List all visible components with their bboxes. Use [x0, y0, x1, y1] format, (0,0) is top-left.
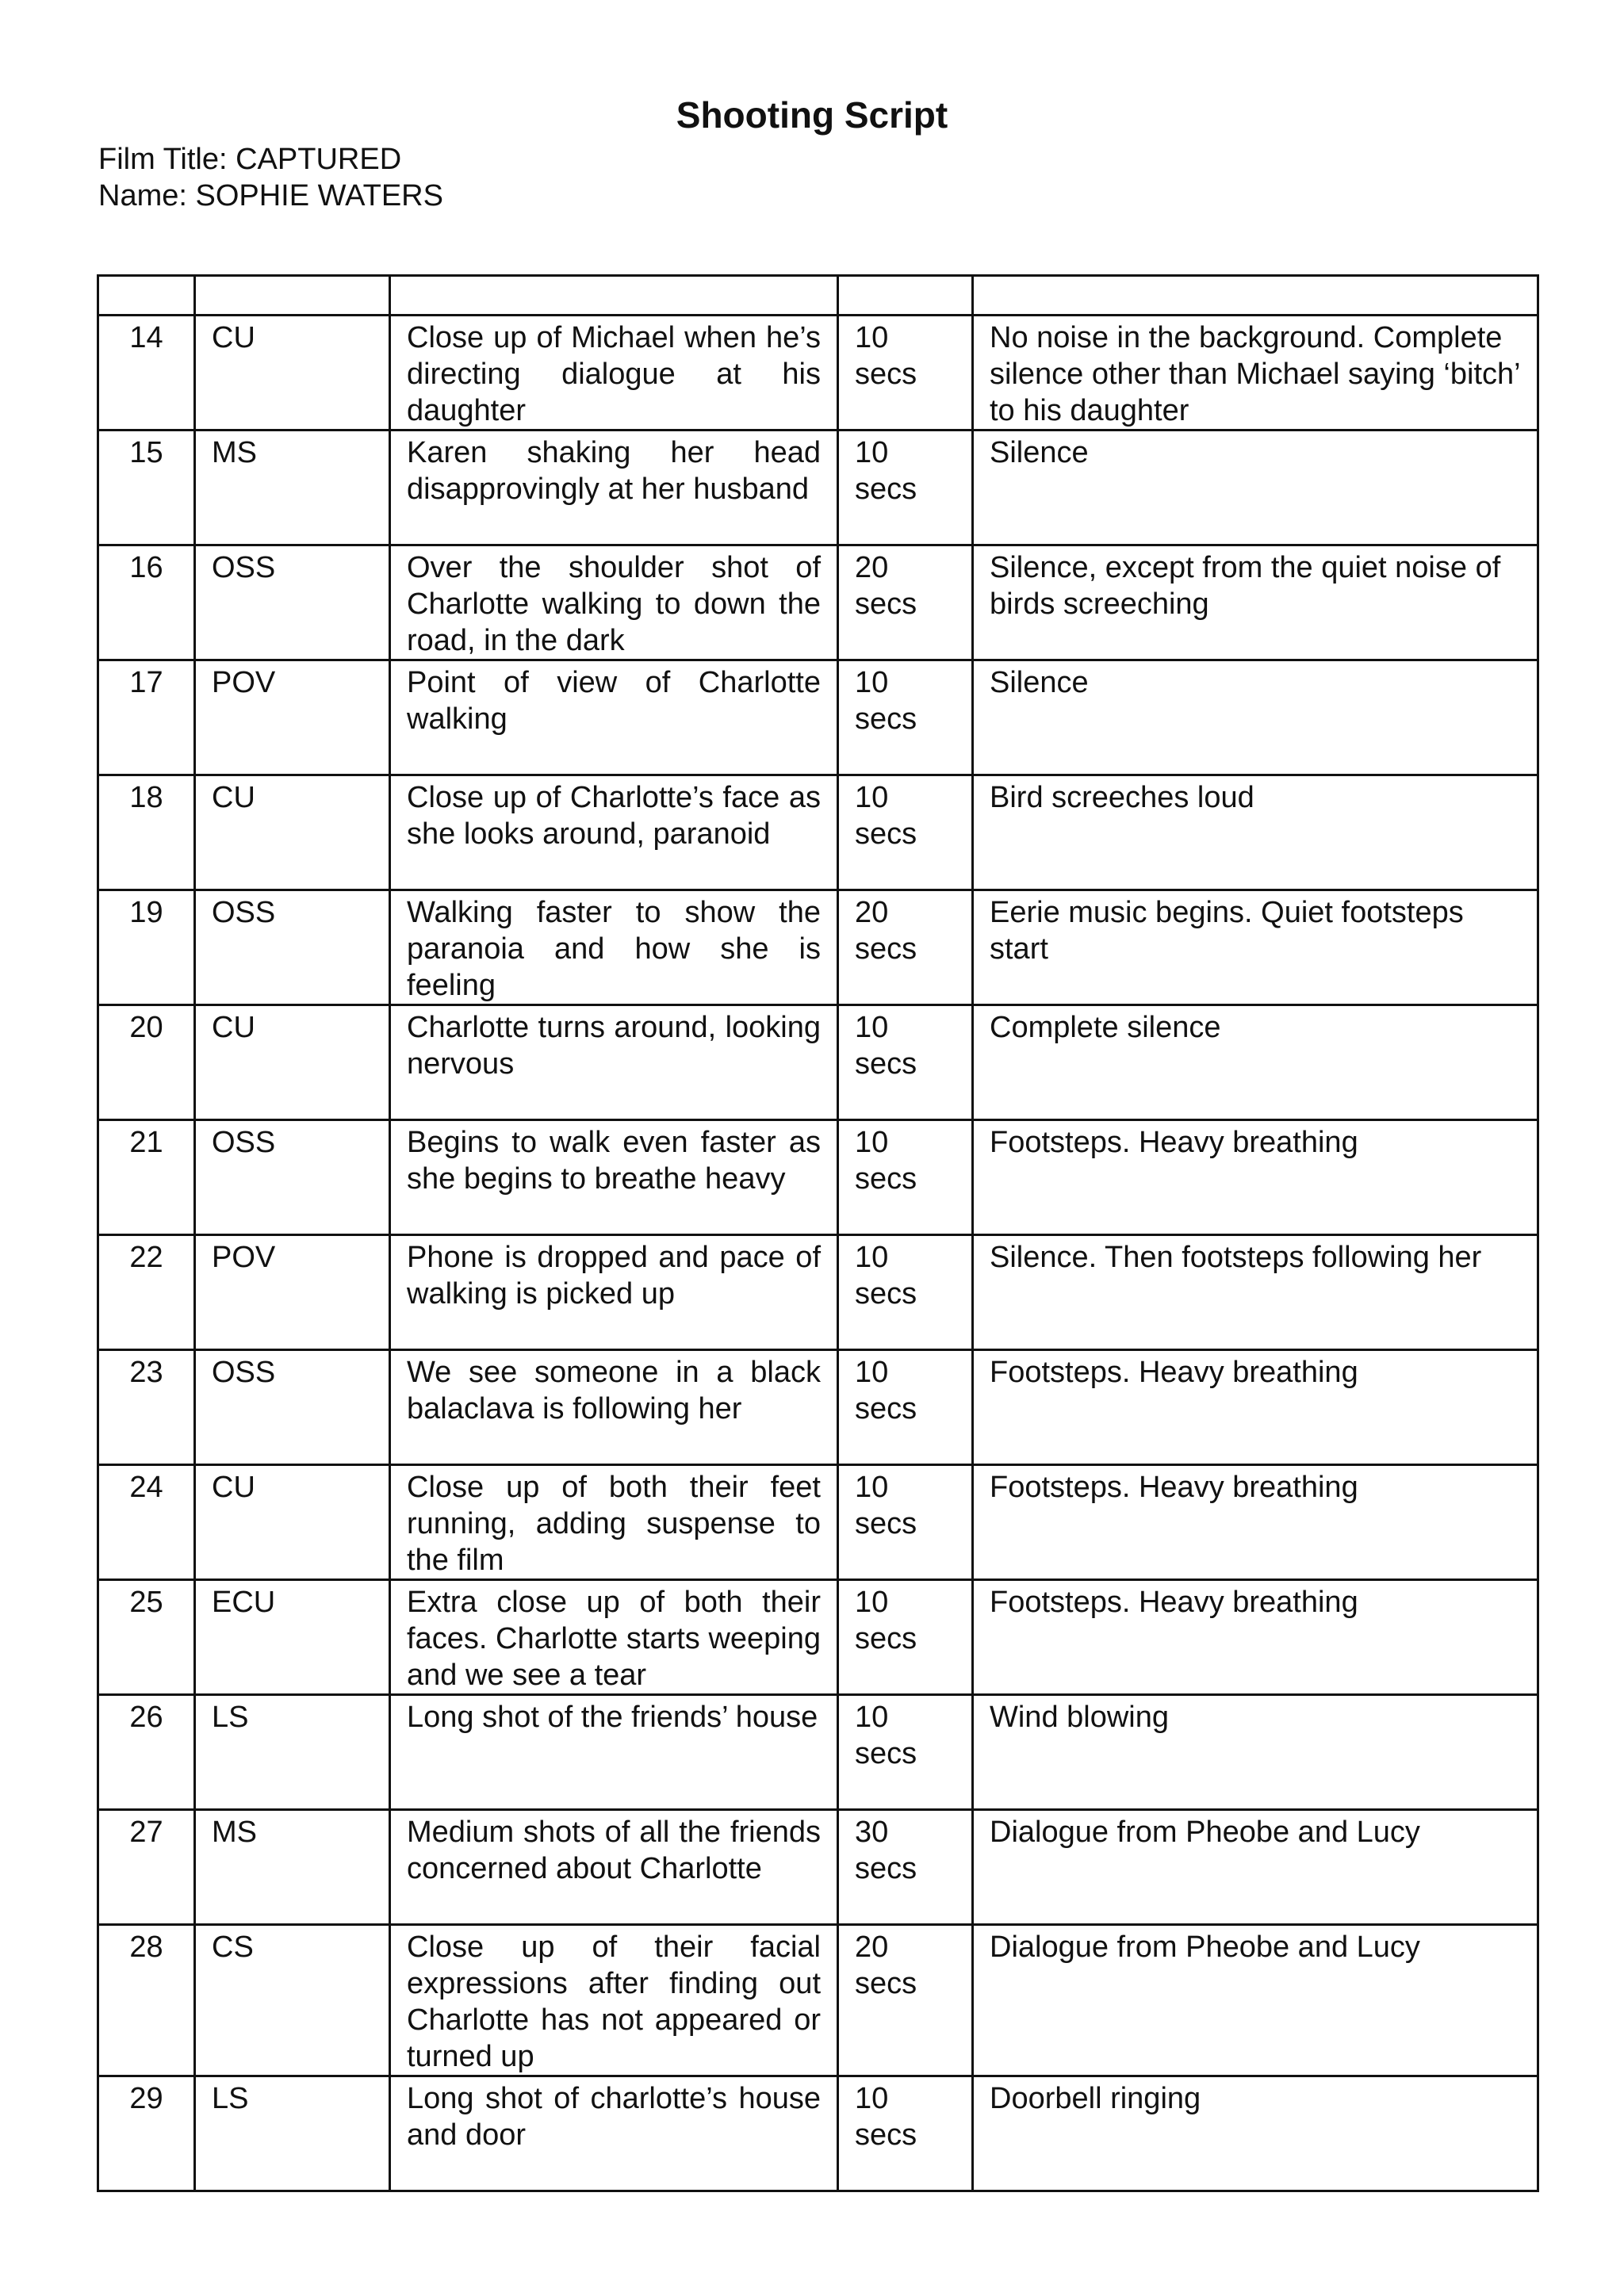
shot-description-cell: Extra close up of both their faces. Charlotte starts weeping and we see a tear: [390, 1580, 838, 1695]
table-row: [98, 2076, 1538, 2191]
shot-type-cell: POV: [195, 1235, 390, 1350]
shot-type-cell: OSS: [195, 545, 390, 660]
shot-type-cell: LS: [195, 1695, 390, 1810]
shot-description-cell: We see someone in a black balaclava is following her: [390, 1350, 838, 1465]
header-cell: [973, 276, 1538, 316]
document-meta: [98, 141, 443, 214]
shot-duration-cell: 10 secs: [838, 1235, 973, 1350]
table-row: [98, 1235, 1538, 1350]
table-row: [98, 1350, 1538, 1465]
shot-duration-cell: 20 secs: [838, 1925, 973, 2076]
shot-type-cell: CU: [195, 1005, 390, 1120]
table-row: [98, 1465, 1538, 1580]
shot-description-cell: Long shot of the friends’ house: [390, 1695, 838, 1810]
header-cell: [195, 276, 390, 316]
shot-type-cell: CU: [195, 316, 390, 430]
shot-number-cell: 22: [98, 1235, 195, 1350]
sound-cell: Footsteps. Heavy breathing: [973, 1580, 1538, 1695]
shot-number-cell: 25: [98, 1580, 195, 1695]
shot-duration-cell: 30 secs: [838, 1810, 973, 1925]
shot-description-cell: Walking faster to show the paranoia and how she is feeling: [390, 890, 838, 1005]
shot-type-cell: MS: [195, 430, 390, 545]
shot-number-cell: 19: [98, 890, 195, 1005]
table-row: [98, 1810, 1538, 1925]
table-row: [98, 890, 1538, 1005]
film-title: Film Title: CAPTURED: [98, 143, 402, 176]
shot-type-cell: OSS: [195, 1350, 390, 1465]
shot-description-cell: Karen shaking her head disapprovingly at her husband: [390, 430, 838, 545]
table-header-row: [98, 276, 1538, 316]
shot-type-cell: CU: [195, 1465, 390, 1580]
table-row: [98, 1925, 1538, 2076]
shot-number-cell: 29: [98, 2076, 195, 2191]
sound-cell: Silence: [973, 660, 1538, 775]
shot-number-cell: 24: [98, 1465, 195, 1580]
shot-duration-cell: 10 secs: [838, 775, 973, 890]
table-row: [98, 430, 1538, 545]
shot-duration-cell: 20 secs: [838, 545, 973, 660]
shot-number-cell: 17: [98, 660, 195, 775]
sound-cell: Footsteps. Heavy breathing: [973, 1350, 1538, 1465]
shot-number-cell: 20: [98, 1005, 195, 1120]
shot-description-cell: Long shot of charlotte’s house and door: [390, 2076, 838, 2191]
shot-description-cell: Medium shots of all the friends concerned about Charlotte: [390, 1810, 838, 1925]
table-row: [98, 1580, 1538, 1695]
sound-cell: No noise in the background. Complete silence other than Michael saying ‘bitch’ to his daughter: [973, 316, 1538, 430]
shot-number-cell: 28: [98, 1925, 195, 2076]
author-name: Name: SOPHIE WATERS: [98, 179, 443, 212]
header-cell: [838, 276, 973, 316]
shot-duration-cell: 10 secs: [838, 1465, 973, 1580]
header-cell: [390, 276, 838, 316]
shot-duration-cell: 10 secs: [838, 316, 973, 430]
shot-duration-cell: 10 secs: [838, 2076, 973, 2191]
shot-duration-cell: 10 secs: [838, 1580, 973, 1695]
table-row: [98, 545, 1538, 660]
shot-description-cell: Close up of their facial expressions after finding out Charlotte has not appeared or turned up: [390, 1925, 838, 2076]
shot-type-cell: CS: [195, 1925, 390, 2076]
shot-type-cell: CU: [195, 775, 390, 890]
sound-cell: Footsteps. Heavy breathing: [973, 1120, 1538, 1235]
table-row: [98, 316, 1538, 430]
header-cell: [98, 276, 195, 316]
shooting-script-table: [97, 274, 1539, 2192]
shot-number-cell: 18: [98, 775, 195, 890]
shot-duration-cell: 20 secs: [838, 890, 973, 1005]
table-row: [98, 660, 1538, 775]
shot-duration-cell: 10 secs: [838, 1120, 973, 1235]
shot-description-cell: Charlotte turns around, looking nervous: [390, 1005, 838, 1120]
shot-description-cell: Close up of both their feet running, adding suspense to the film: [390, 1465, 838, 1580]
sound-cell: Silence. Then footsteps following her: [973, 1235, 1538, 1350]
sound-cell: Wind blowing: [973, 1695, 1538, 1810]
sound-cell: Bird screeches loud: [973, 775, 1538, 890]
table-row: [98, 1695, 1538, 1810]
shot-description-cell: Over the shoulder shot of Charlotte walking to down the road, in the dark: [390, 545, 838, 660]
sound-cell: Dialogue from Pheobe and Lucy: [973, 1925, 1538, 2076]
page-title: Shooting Script: [676, 94, 948, 136]
shot-type-cell: OSS: [195, 890, 390, 1005]
shot-duration-cell: 10 secs: [838, 1695, 973, 1810]
shot-type-cell: POV: [195, 660, 390, 775]
table-row: [98, 1120, 1538, 1235]
shot-number-cell: 23: [98, 1350, 195, 1465]
sound-cell: Doorbell ringing: [973, 2076, 1538, 2191]
shot-number-cell: 15: [98, 430, 195, 545]
sound-cell: Footsteps. Heavy breathing: [973, 1465, 1538, 1580]
shot-number-cell: 14: [98, 316, 195, 430]
shot-duration-cell: 10 secs: [838, 1350, 973, 1465]
shot-number-cell: 27: [98, 1810, 195, 1925]
shot-type-cell: ECU: [195, 1580, 390, 1695]
shot-description-cell: Close up of Michael when he’s directing dialogue at his daughter: [390, 316, 838, 430]
shot-type-cell: MS: [195, 1810, 390, 1925]
sound-cell: Dialogue from Pheobe and Lucy: [973, 1810, 1538, 1925]
sound-cell: Eerie music begins. Quiet footsteps start: [973, 890, 1538, 1005]
sound-cell: Complete silence: [973, 1005, 1538, 1120]
shot-duration-cell: 10 secs: [838, 430, 973, 545]
shot-description-cell: Point of view of Charlotte walking: [390, 660, 838, 775]
sound-cell: Silence, except from the quiet noise of birds screeching: [973, 545, 1538, 660]
shot-duration-cell: 10 secs: [838, 1005, 973, 1120]
table-row: [98, 1005, 1538, 1120]
shot-number-cell: 26: [98, 1695, 195, 1810]
sound-cell: Silence: [973, 430, 1538, 545]
shot-description-cell: Phone is dropped and pace of walking is picked up: [390, 1235, 838, 1350]
table-row: [98, 775, 1538, 890]
shot-type-cell: OSS: [195, 1120, 390, 1235]
shot-description-cell: Begins to walk even faster as she begins to breathe heavy: [390, 1120, 838, 1235]
shot-number-cell: 16: [98, 545, 195, 660]
shot-duration-cell: 10 secs: [838, 660, 973, 775]
shot-description-cell: Close up of Charlotte’s face as she looks around, paranoid: [390, 775, 838, 890]
shot-number-cell: 21: [98, 1120, 195, 1235]
shot-type-cell: LS: [195, 2076, 390, 2191]
